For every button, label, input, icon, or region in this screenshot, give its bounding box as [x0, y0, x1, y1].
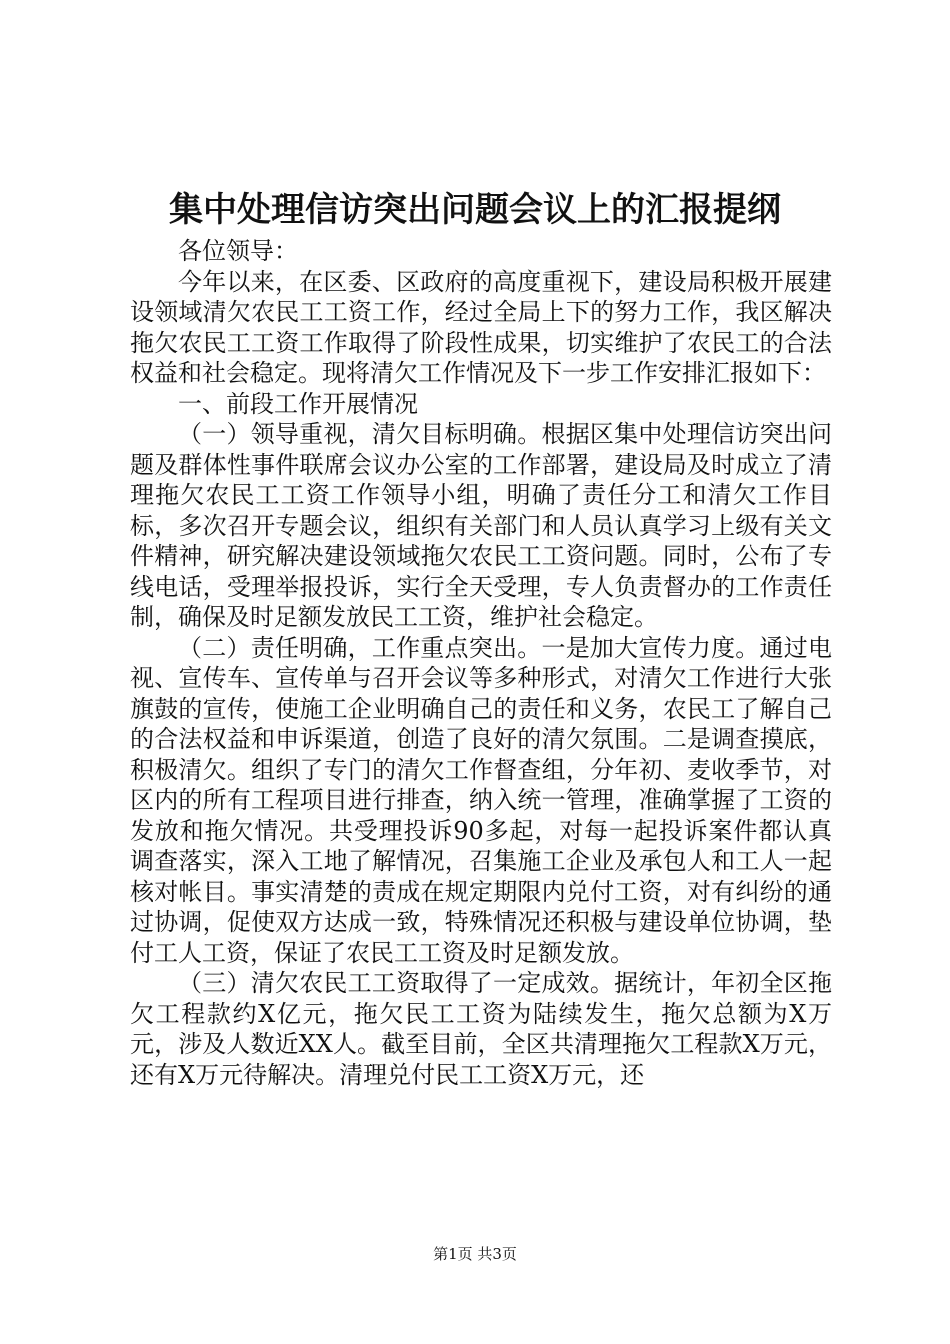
section-heading: 一、前段工作开展情况	[178, 389, 418, 418]
body-paragraph: （三）清欠农民工工资取得了一定成效。据统计，年初全区拖欠工程款约X亿元，拖欠民工工资为陆续发生，拖欠总额为X万元，涉及人数近XX人。截至目前，全区共清理拖欠工程款X万元，还有X万元待解决。清理兑付民工工资X万元，还	[130, 969, 832, 1089]
body-paragraph: （二）责任明确，工作重点突出。一是加大宣传力度。通过电视、宣传车、宣传单与召开会议等多种形式，对清欠工作进行大张旗鼓的宣传，使施工企业明确自己的责任和义务，农民工了解自己的合法权益和申诉渠道，创造了良好的清欠氛围。二是调查摸底，积极清欠。组织了专门的清欠工作督查组，分年初、麦收季节，对区内的所有工程项目进行排查，纳入统一管理，准确掌握了工资的发放和拖欠情况。共受理投诉90多起，对每一起投诉案件都认真调查落实，深入工地了解情况，召集施工企业及承包人和工人一起核对帐目。事实清楚的责成在规定期限内兑付工资，对有纠纷的通过协调，促使双方达成一致，特殊情况还积极与建设单位协调，垫付工人工资，保证了农民工工资及时足额发放。	[130, 633, 832, 967]
salutation-paragraph: 各位领导：	[178, 237, 298, 265]
document-title: 集中处理信访突出问题会议上的汇报提纲	[169, 190, 781, 230]
page-number-footer: 第1页 共3页	[433, 1245, 517, 1263]
body-paragraph: （一）领导重视，清欠目标明确。根据区集中处理信访突出问题及群体性事件联席会议办公室的工作部署，建设局及时成立了清理拖欠农民工工资工作领导小组，明确了责任分工和清欠工作目标，多次召开专题会议，组织有关部门和人员认真学习上级有关文件精神，研究解决建设领域拖欠农民工工资问题。同时，公布了专线电话，受理举报投诉，实行全天受理，专人负责督办的工作责任制，确保及时足额发放民工工资，维护社会稳定。	[130, 420, 832, 631]
document-body	[130, 236, 832, 1090]
intro-paragraph: 今年以来，在区委、区政府的高度重视下，建设局积极开展建设领域清欠农民工工资工作，经过全局上下的努力工作，我区解决拖欠农民工工资工作取得了阶段性成果，切实维护了农民工的合法权益和社会稳定。现将清欠工作情况及下一步工作安排汇报如下：	[130, 267, 832, 387]
